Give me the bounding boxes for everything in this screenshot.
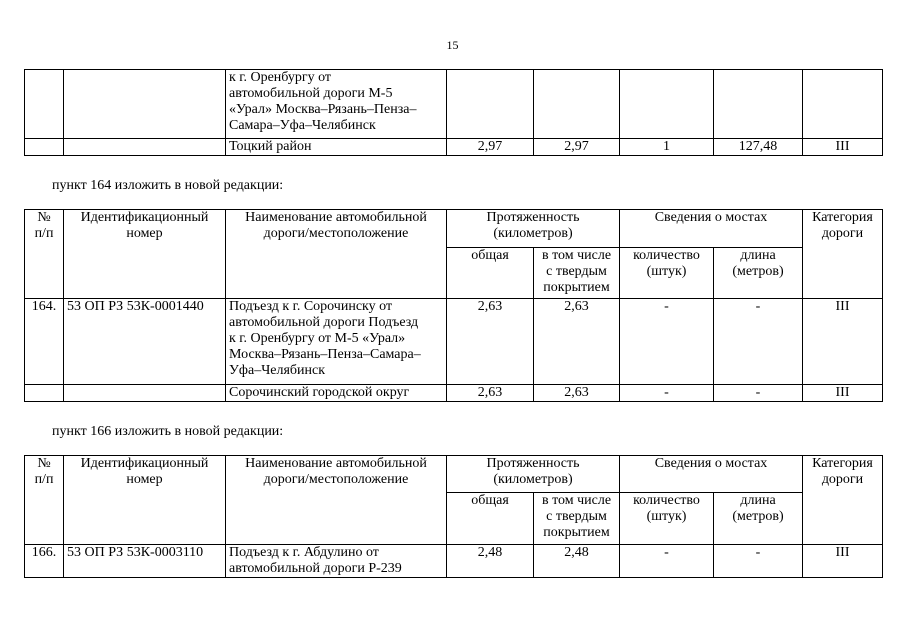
district-cell: Сорочинский городской округ — [226, 385, 447, 402]
road-category: III — [803, 545, 883, 578]
row-id: 53 ОП РЗ 53К-0001440 — [64, 299, 226, 385]
header-name: Наименование автомобильной дороги/местоположение — [226, 210, 447, 299]
row-id: 53 ОП РЗ 53К-0003110 — [64, 545, 226, 578]
length-total: 2,97 — [447, 139, 534, 156]
road-category: III — [803, 299, 883, 385]
road-name-cell: Подъезд к г. Сорочинску от автомобильной дороги Подъезд к г. Оренбургу от М-5 «Урал» Москва–Рязань–Пенза–Самара– Уфа–Челябинск — [226, 299, 447, 385]
header-total: общая — [447, 248, 534, 299]
header-category: Категория дороги — [803, 210, 883, 299]
header-num: № п/п — [25, 210, 64, 299]
header-len-m: длина (метров) — [714, 493, 803, 545]
road-category: III — [803, 139, 883, 156]
length-total: 2,48 — [447, 545, 534, 578]
header-category: Категория дороги — [803, 456, 883, 545]
length-total: 2,63 — [447, 299, 534, 385]
header-id: Идентификационный номер — [64, 456, 226, 545]
header-hard: в том числе с твердым покрытием — [534, 493, 620, 545]
table-row: Сорочинский городской округ 2,63 2,63 - - III — [25, 385, 883, 402]
road-name-cell: к г. Оренбургу от автомобильной дороги М-5 «Урал» Москва–Рязань–Пенза– Самара–Уфа–Челябинск — [226, 70, 447, 139]
header-len-m: длина (метров) — [714, 248, 803, 299]
note-166: пункт 166 изложить в новой редакции: — [52, 424, 284, 439]
header-bridges: Сведения о мостах — [620, 210, 803, 248]
district-cell: Тоцкий район — [226, 139, 447, 156]
length-hard: 2,97 — [534, 139, 620, 156]
bridges-length: - — [714, 299, 803, 385]
header-length: Протяженность (километров) — [447, 210, 620, 248]
header-id: Идентификационный номер — [64, 210, 226, 299]
table-row — [25, 545, 883, 578]
header-total: общая — [447, 493, 534, 545]
header-hard: в том числе с твердым покрытием — [534, 248, 620, 299]
bridges-count: - — [620, 545, 714, 578]
row-num: 164. — [25, 299, 64, 385]
table-166 — [24, 455, 883, 578]
table-164 — [24, 209, 883, 402]
header-length: Протяженность (километров) — [447, 456, 620, 493]
table-row — [25, 139, 883, 156]
header-count: количество (штук) — [620, 248, 714, 299]
bridges-count: 1 — [620, 139, 714, 156]
bridges-length: - — [714, 545, 803, 578]
length-hard: 2,63 — [534, 299, 620, 385]
header-name: Наименование автомобильной дороги/местоположение — [226, 456, 447, 545]
bridges-count: - — [620, 299, 714, 385]
row-num: 166. — [25, 545, 64, 578]
length-hard: 2,48 — [534, 545, 620, 578]
header-bridges: Сведения о мостах — [620, 456, 803, 493]
road-name-cell: Подъезд к г. Абдулино от автомобильной дороги Р-239 — [226, 545, 447, 578]
bridges-length: 127,48 — [714, 139, 803, 156]
note-164: пункт 164 изложить в новой редакции: — [52, 178, 284, 193]
table-row — [25, 299, 883, 385]
table-fragment — [24, 69, 883, 156]
header-count: количество (штук) — [620, 493, 714, 545]
page-number: 15 — [446, 38, 459, 52]
header-num: № п/п — [25, 456, 64, 545]
